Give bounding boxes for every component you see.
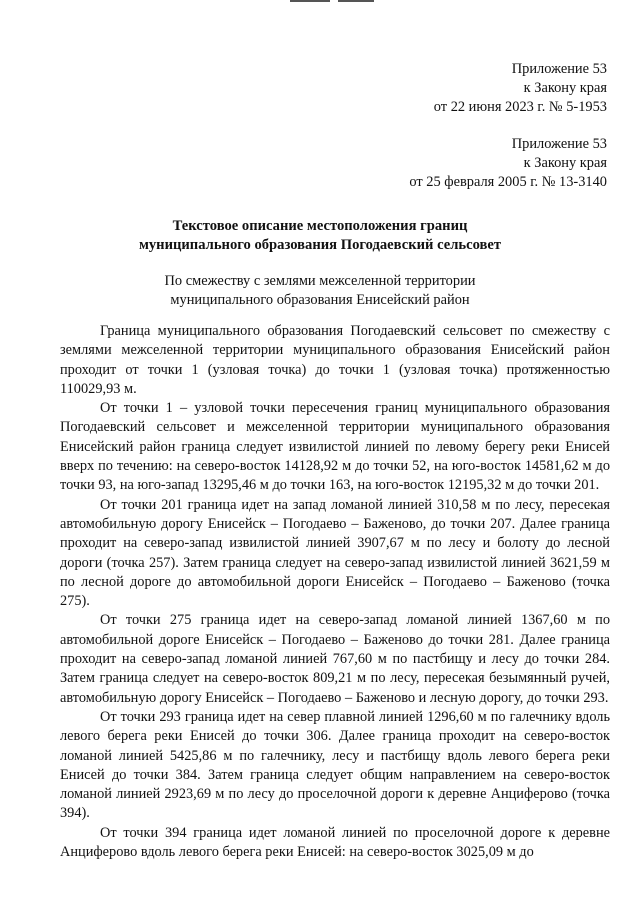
document-body [60,322,610,862]
section-heading-line: По смежеству с землями межселенной территории [164,273,476,289]
document-title-line: Текстовое описание местоположения границ [172,218,468,234]
body-paragraph: От точки 275 граница идет на северо-запад ломаной линией 1367,60 м по автомобильной дороге Енисейск – Погодаево – Баженово до точки 281. Далее граница проходит на северо-запад ломаной линией 767,60 м по пастбищу и лесу до точки 284. Затем граница следует на северо-восток 809,21 м по лесу, пересекая безымянный ручей, автомобильную дорогу Енисейск – Погодаево – Баженово и лесную дорогу, до точки 293. [60,612,610,706]
appendix-law-ref: к Закону края [523,80,607,96]
body-paragraph: От точки 293 граница идет на север плавной линией 1296,60 м по галечнику вдоль левого берега реки Енисей до точки 306. Далее граница проходит на северо-восток ломаной линией 5425,86 м по галечнику, лесу и пастбищу вдоль левого берега реки Енисей до точки 384. Затем граница следует общим направлением на северо-восток ломаной линией 2923,69 м по лесу до проселочной дороги к деревне Анциферово (точка 394). [60,708,610,822]
appendix-number: Приложение 53 [511,136,607,152]
appendix-law-ref: к Закону края [523,155,607,171]
body-paragraph: От точки 394 граница идет ломаной линией по проселочной дороге к деревне Анциферово вдоль левого берега реки Енисей: на северо-восток 3025,09 м до [60,824,610,861]
body-paragraph: От точки 1 – узловой точки пересечения границ муниципального образования Погодаевский сельсовет и межселенной территории муниципального образования Енисейский район граница следует извилистой линией по левому берегу реки Енисей вверх по течению: на северо-восток 14128,92 м до точки 52, на юго-восток 14581,62 м до точки 93, на юго-запад 13295,46 м до точки 163, на юго-восток 12195,32 м до точки 201. [60,400,610,494]
appendix-header-current [434,60,607,117]
scan-artifact-line [290,0,330,2]
appendix-number: Приложение 53 [511,61,607,77]
appendix-header-original [409,135,607,192]
body-paragraph: Граница муниципального образования Погодаевский сельсовет по смежеству с землями межселенной территории муниципального образования Енисейский район проходит от точки 1 (узловая точка) до точки 1 (узловая точка) протяженностью 110029,93 м. [60,323,610,397]
document-title-line: муниципального образования Погодаевский сельсовет [138,237,502,253]
appendix-date: от 22 июня 2023 г. № 5-1953 [433,99,607,115]
body-paragraph: От точки 201 граница идет на запад ломаной линией 310,58 м по лесу, пересекая автомобильную дорогу Енисейск – Погодаево – Баженово, до точки 207. Далее граница проходит на северо-запад извилистой линией 3907,67 м по лесу и болоту до лесной дороги (точка 257). Затем граница следует на северо-запад извилистой линией 3621,59 м по лесной дороге до автомобильной дороги Енисейск – Погодаево – Баженово (точка 275). [60,496,610,610]
appendix-date: от 25 февраля 2005 г. № 13-3140 [409,174,607,190]
document-title [40,217,600,255]
section-heading [40,272,600,310]
scan-artifact-line [338,0,374,2]
section-heading-line: муниципального образования Енисейский район [170,292,470,308]
